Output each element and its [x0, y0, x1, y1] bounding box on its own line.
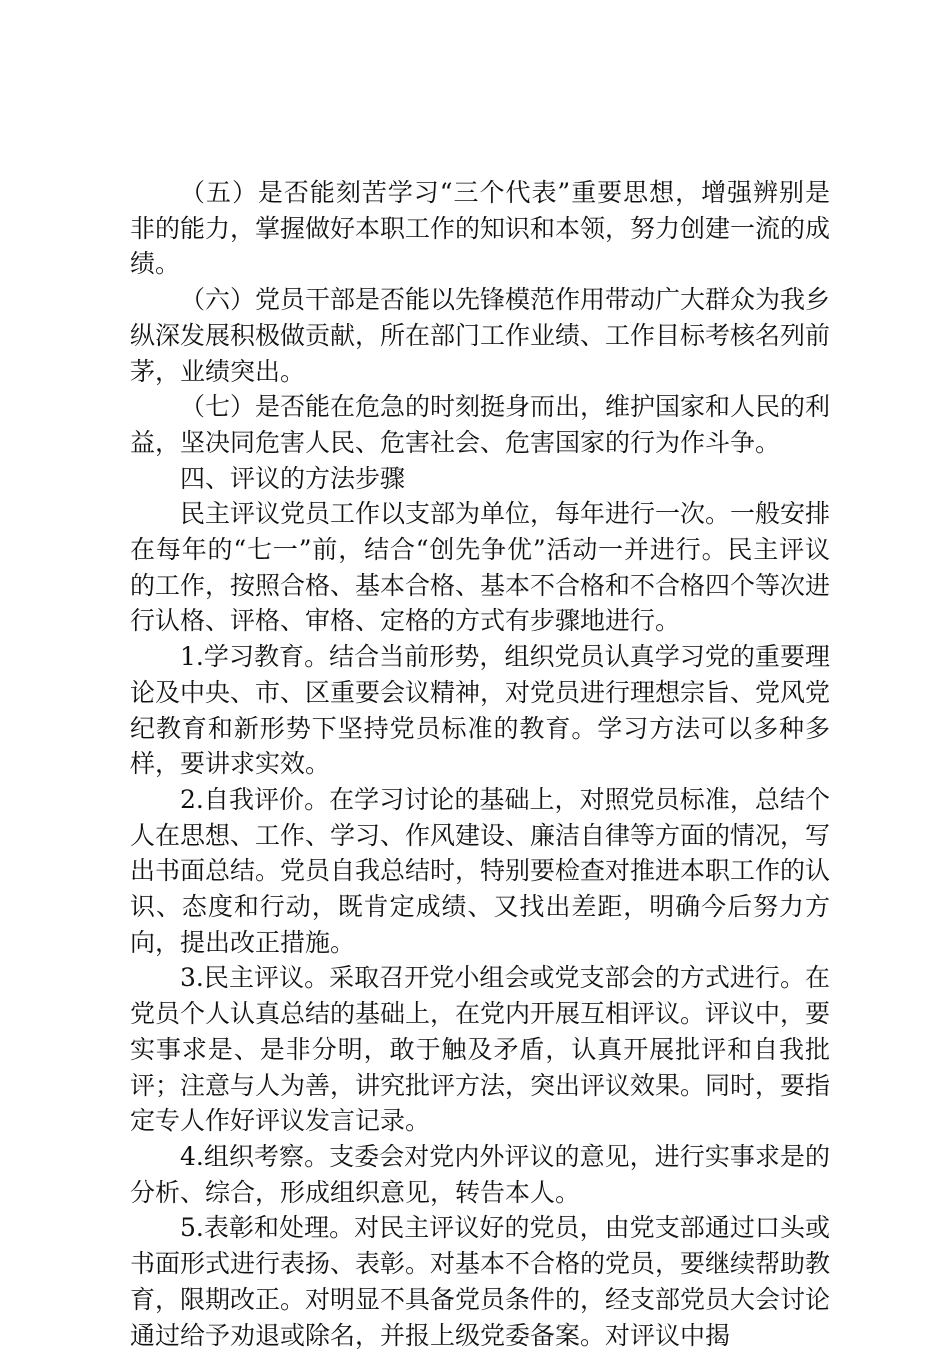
- paragraph-step-5: 5.表彰和处理。对民主评议好的党员，由党支部通过口头或书面形式进行表扬、表彰。对基本不合格的党员，要继续帮助教育，限期改正。对明显不具备党员条件的，经支部党员大会讨论通过给予劝退或除名，并报上级党委备案。对评议中揭: [130, 1213, 831, 1350]
- paragraph-item-5: （五）是否能刻苦学习“三个代表”重要思想，增强辨别是非的能力，掌握做好本职工作的知识和本领，努力创建一流的成绩。: [130, 178, 831, 279]
- paragraph-step-4: 4.组织考察。支委会对党内外评议的意见，进行实事求是的分析、综合，形成组织意见，转告本人。: [130, 1141, 830, 1207]
- paragraph-step-3: 3.民主评议。采取召开党小组会或党支部会的方式进行。在党员个人认真总结的基础上，在党内开展互相评议。评议中，要实事求是、是非分明，敢于触及矛盾，认真开展批评和自我批评；注意与人为善，讲究批评方法，突出评议效果。同时，要指定专人作好评议发言记录。: [130, 963, 831, 1136]
- paragraph-step-2: 2.自我评价。在学习讨论的基础上，对照党员标准，总结个人在思想、工作、学习、作风建设、廉洁自律等方面的情况，写出书面总结。党员自我总结时，特别要检查对推进本职工作的认识、态度和行动，既肯定成绩、又找出差距，明确今后努力方向，提出改正措施。: [130, 784, 831, 957]
- section-heading: 四、评议的方法步骤: [180, 463, 406, 493]
- paragraph-step-1: 1.学习教育。结合当前形势，组织党员认真学习党的重要理论及中央、市、区重要会议精神，对党员进行理想宗旨、党风党纪教育和新形势下坚持党员标准的教育。学习方法可以多种多样，要讲求实效。: [130, 642, 831, 779]
- document-body: [130, 175, 830, 1353]
- paragraph-item-7: （七）是否能在危急的时刻挺身而出，维护国家和人民的利益，坚决同危害人民、危害社会、危害国家的行为作斗争。: [130, 392, 831, 457]
- paragraph-intro: 民主评议党员工作以支部为单位，每年进行一次。一般安排在每年的“七一”前，结合“创先争优”活动一并进行。民主评议的工作，按照合格、基本合格、基本不合格和不合格四个等次进行认格、评格、审格、定格的方式有步骤地进行。: [130, 499, 831, 636]
- paragraph-item-6: （六）党员干部是否能以先锋模范作用带动广大群众为我乡纵深发展积极做贡献，所在部门工作业绩、工作目标考核名列前茅，业绩突出。: [130, 285, 831, 386]
